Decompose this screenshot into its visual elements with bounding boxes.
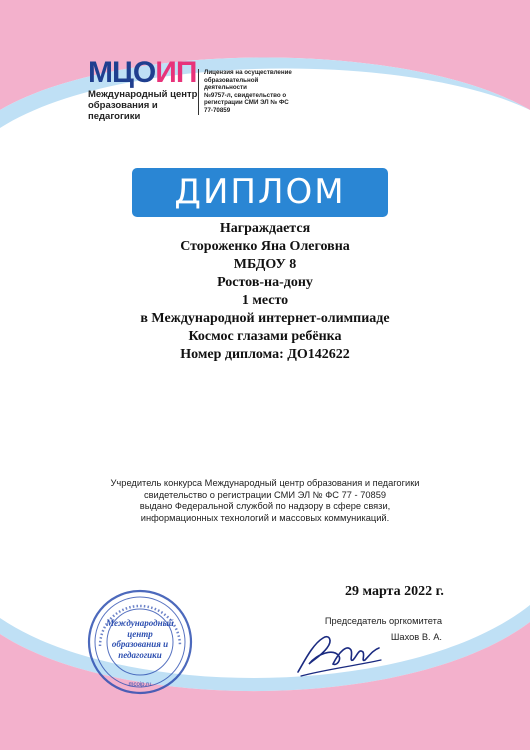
award-block	[80, 220, 450, 364]
founder-info: Учредитель конкурса Международный центр образования и педагогики свидетельство о регистрации СМИ ЭЛ № ФС 77 - 70859 выдано Федеральной службой по надзору в сфере связи, информационных технологий и массовых коммуникаций.	[110, 478, 420, 523]
recipient-name: Стороженко Яна Олеговна	[180, 239, 350, 254]
diploma-number: Номер диплома: ДО142622	[180, 347, 350, 362]
topic: Космос глазами ребёнка	[188, 329, 342, 344]
organization-logo	[88, 58, 198, 122]
stamp-center-text: Международный центр образования и педагогики	[106, 618, 174, 660]
logo-title: МЦОИП	[88, 56, 197, 89]
stamp-bottom-text: mcoip.ru	[128, 682, 152, 688]
issue-date: 29 марта 2022 г.	[345, 584, 444, 599]
institution: МБДОУ 8	[233, 257, 297, 272]
chair-title: Председатель оргкомитета	[324, 616, 442, 626]
chair-name: Шахов В. А.	[390, 632, 442, 642]
signature	[293, 630, 383, 680]
city: Ростов-на-дону	[217, 275, 313, 290]
event: в Международной интернет-олимпиаде	[140, 311, 390, 326]
place: 1 место	[241, 293, 289, 308]
awarded-label: Награждается	[219, 221, 311, 236]
diploma-title: ДИПЛОМ	[174, 172, 346, 212]
logo-subtitle: Международный центр образования и педагогики	[88, 89, 198, 122]
diploma-banner	[132, 168, 388, 217]
license-info: Лицензия на осуществление образовательной деятельности №9757-л, свидетельство о регистрации СМИ ЭЛ № ФС 77-70859	[198, 69, 302, 115]
